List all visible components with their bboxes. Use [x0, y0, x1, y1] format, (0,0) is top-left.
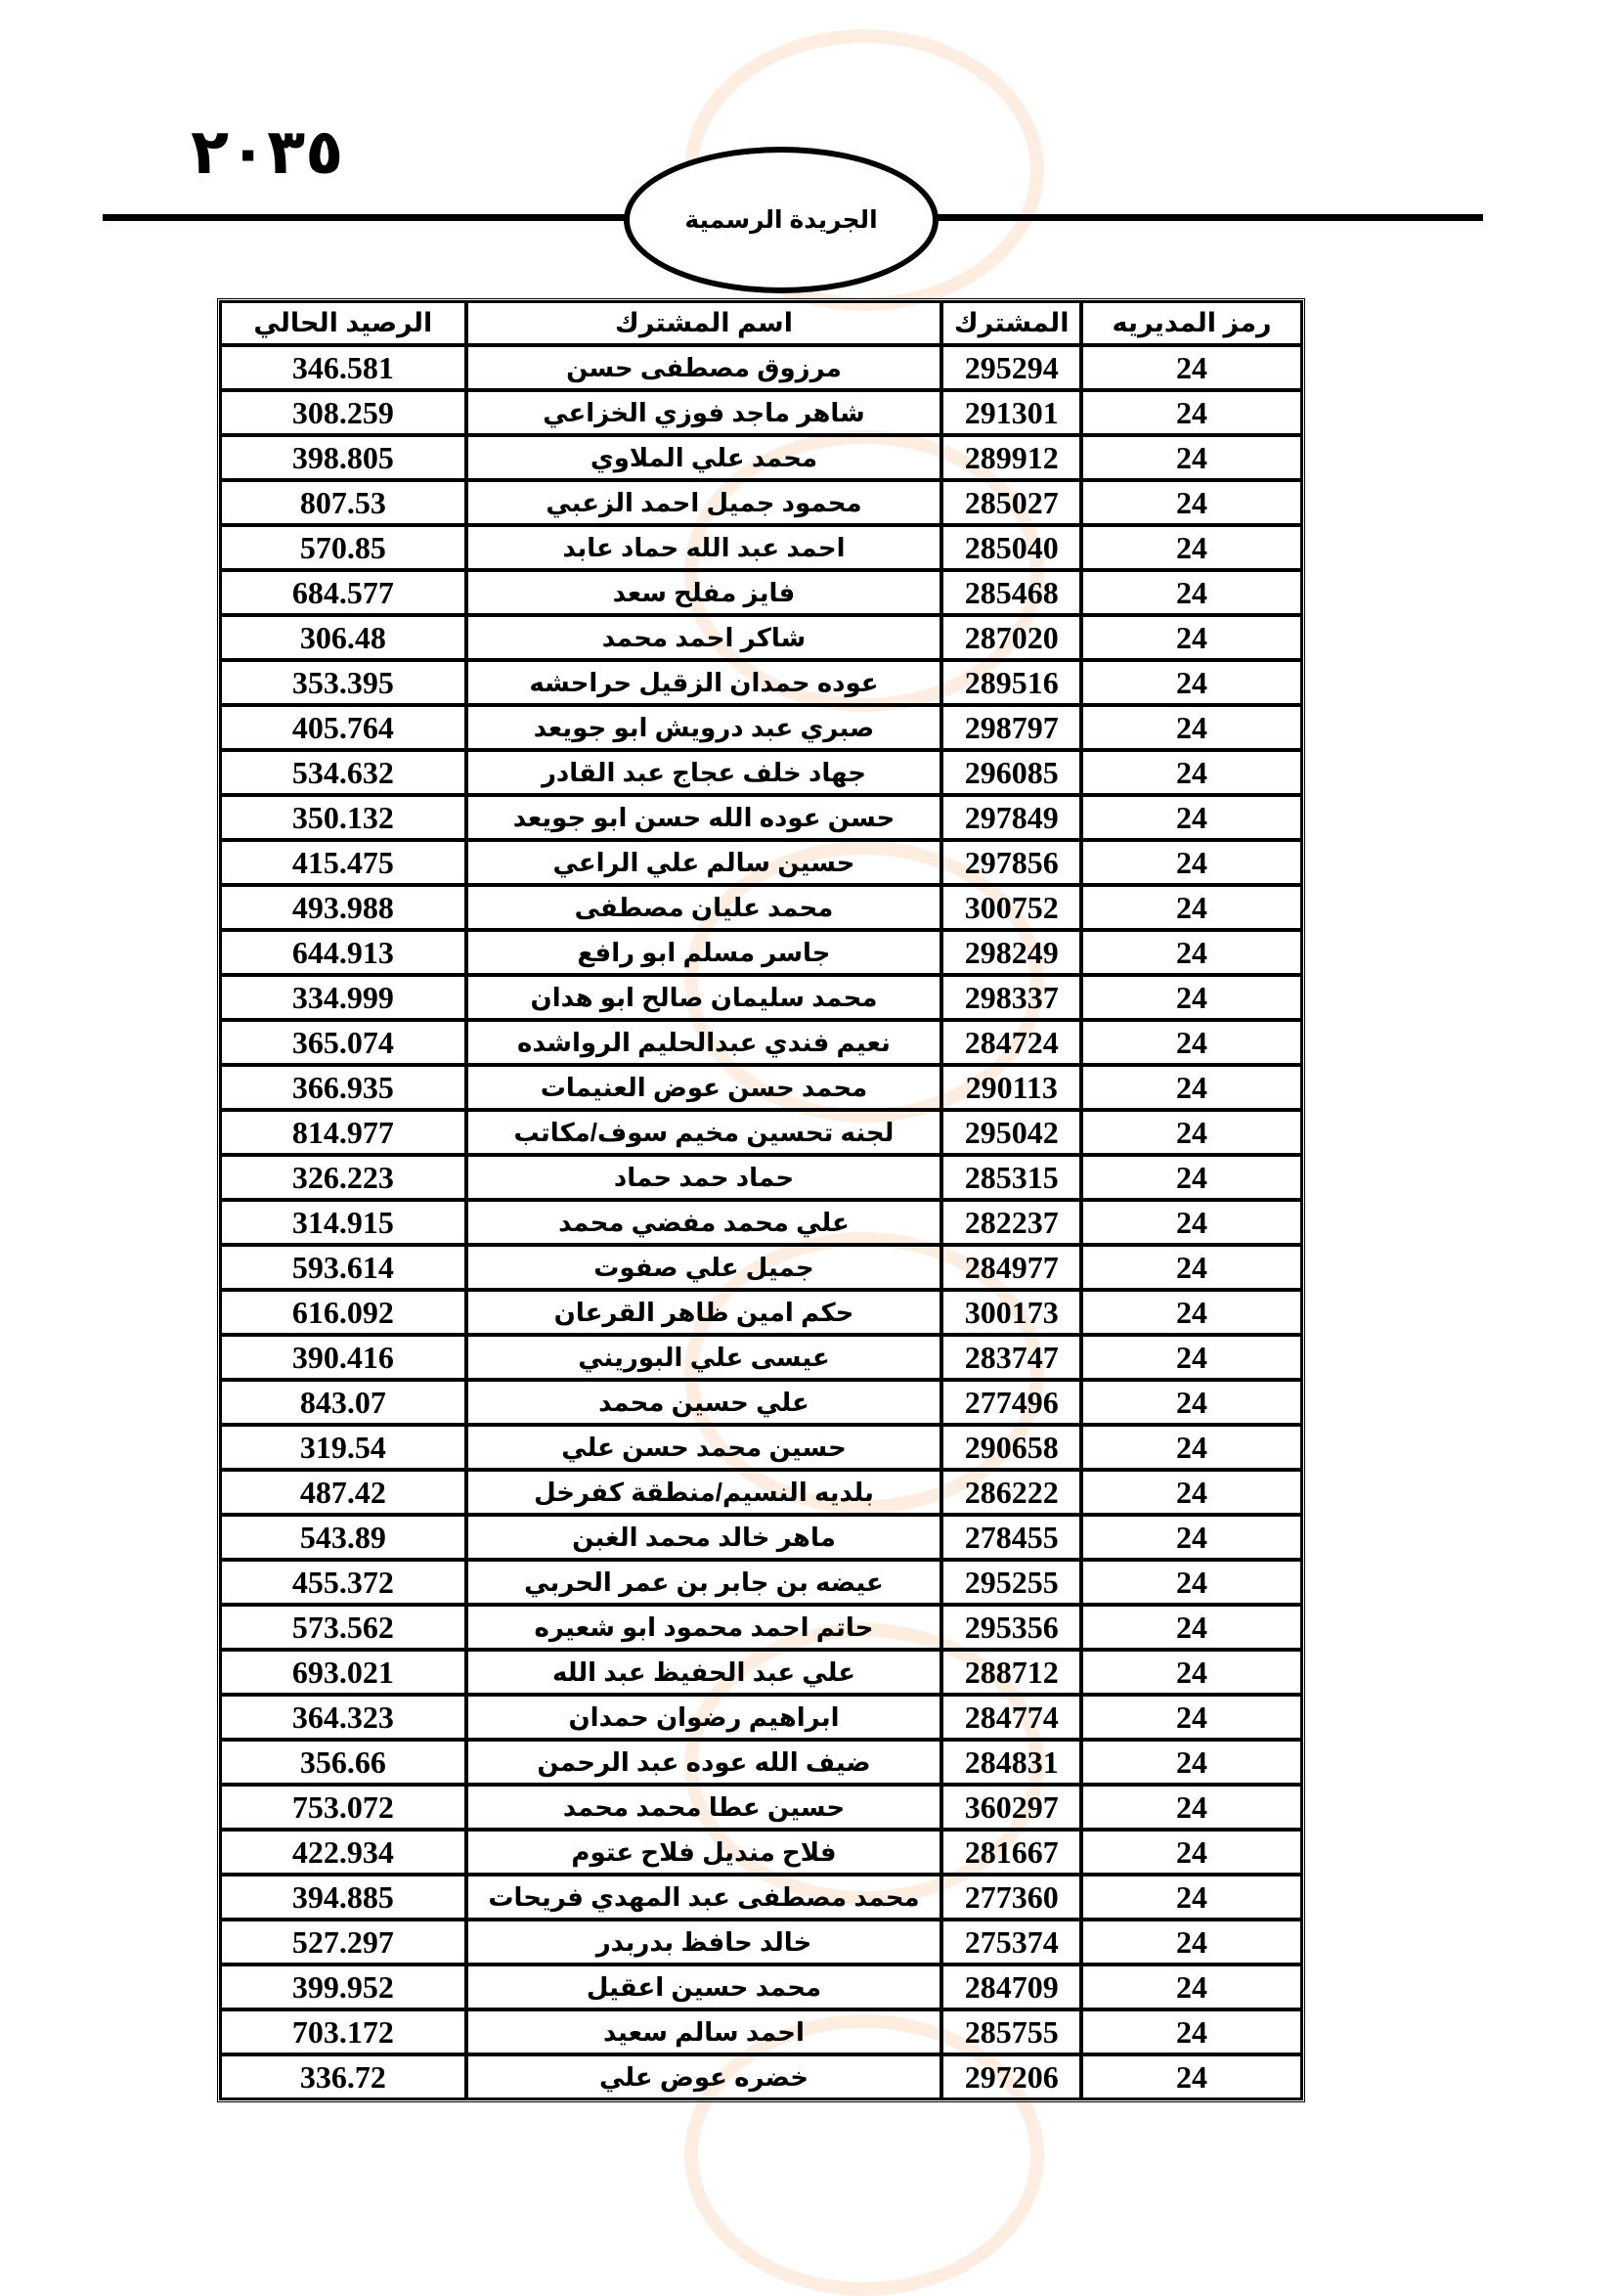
cell-code: 24: [1081, 840, 1302, 885]
cell-id: 295255: [941, 1560, 1081, 1605]
table-row: [220, 1920, 1302, 1965]
cell-id: 285755: [941, 2009, 1081, 2054]
cell-id: 296085: [941, 750, 1081, 795]
cell-name: عوده حمدان الزقيل حراحشه: [466, 660, 942, 705]
cell-balance: 319.54: [220, 1425, 466, 1470]
table-row: [220, 1065, 1302, 1110]
cell-name: حماد حمد حماد: [466, 1155, 942, 1200]
cell-id: 275374: [941, 1920, 1081, 1965]
cell-code: 24: [1081, 1065, 1302, 1110]
cell-balance: 366.935: [220, 1065, 466, 1110]
cell-balance: 527.297: [220, 1920, 466, 1965]
cell-id: 297206: [941, 2054, 1081, 2099]
table-row: [220, 1155, 1302, 1200]
cell-id: 284774: [941, 1695, 1081, 1740]
cell-balance: 306.48: [220, 615, 466, 660]
table-row: [220, 660, 1302, 705]
cell-id: 295042: [941, 1110, 1081, 1155]
cell-id: 300752: [941, 885, 1081, 930]
cell-balance: 422.934: [220, 1830, 466, 1875]
cell-code: 24: [1081, 480, 1302, 525]
cell-balance: 573.562: [220, 1605, 466, 1650]
cell-code: 24: [1081, 705, 1302, 750]
cell-name: حسين عطا محمد محمد: [466, 1785, 942, 1830]
subscribers-table: [217, 298, 1305, 2102]
cell-name: محمد سليمان صالح ابو هدان: [466, 975, 942, 1020]
cell-name: محمد علي الملاوي: [466, 435, 942, 480]
cell-code: 24: [1081, 1110, 1302, 1155]
column-header-code: رمز المديريه: [1081, 301, 1302, 345]
cell-balance: 356.66: [220, 1740, 466, 1785]
cell-name: جميل علي صفوت: [466, 1245, 942, 1290]
cell-name: حسين سالم علي الراعي: [466, 840, 942, 885]
cell-name: لجنه تحسين مخيم سوف/مكاتب: [466, 1110, 942, 1155]
table-row: [220, 1875, 1302, 1920]
cell-balance: 308.259: [220, 390, 466, 435]
cell-name: محمود جميل احمد الزعبي: [466, 480, 942, 525]
cell-code: 24: [1081, 795, 1302, 840]
cell-balance: 616.092: [220, 1290, 466, 1335]
cell-code: 24: [1081, 2009, 1302, 2054]
table-row: [220, 615, 1302, 660]
cell-balance: 398.805: [220, 435, 466, 480]
cell-name: شاهر ماجد فوزي الخزاعي: [466, 390, 942, 435]
cell-balance: 807.53: [220, 480, 466, 525]
cell-id: 297856: [941, 840, 1081, 885]
cell-code: 24: [1081, 435, 1302, 480]
cell-id: 289516: [941, 660, 1081, 705]
cell-code: 24: [1081, 1875, 1302, 1920]
cell-balance: 534.632: [220, 750, 466, 795]
cell-name: خالد حافظ بدربدر: [466, 1920, 942, 1965]
cell-balance: 814.977: [220, 1110, 466, 1155]
table-row: [220, 480, 1302, 525]
cell-code: 24: [1081, 885, 1302, 930]
table-row: [220, 1245, 1302, 1290]
cell-id: 277360: [941, 1875, 1081, 1920]
cell-name: حكم امين ظاهر القرعان: [466, 1290, 942, 1335]
table-row: [220, 1200, 1302, 1245]
cell-id: 289912: [941, 435, 1081, 480]
cell-code: 24: [1081, 1290, 1302, 1335]
table-row: [220, 1560, 1302, 1605]
table-row: [220, 570, 1302, 615]
table-header-row: [220, 301, 1302, 345]
cell-id: 284724: [941, 1020, 1081, 1065]
cell-id: 281667: [941, 1830, 1081, 1875]
cell-code: 24: [1081, 660, 1302, 705]
cell-id: 295294: [941, 345, 1081, 390]
table-row: [220, 2054, 1302, 2099]
cell-code: 24: [1081, 1605, 1302, 1650]
cell-id: 290658: [941, 1425, 1081, 1470]
cell-name: مرزوق مصطفى حسن: [466, 345, 942, 390]
table-row: [220, 705, 1302, 750]
cell-id: 297849: [941, 795, 1081, 840]
table-row: [220, 1425, 1302, 1470]
cell-name: ضيف الله عوده عبد الرحمن: [466, 1740, 942, 1785]
cell-name: عيسى علي البوريني: [466, 1335, 942, 1380]
cell-name: صبري عبد درويش ابو جويعد: [466, 705, 942, 750]
table-row: [220, 975, 1302, 1020]
cell-code: 24: [1081, 615, 1302, 660]
cell-code: 24: [1081, 1155, 1302, 1200]
table-row: [220, 1830, 1302, 1875]
table-row: [220, 885, 1302, 930]
cell-balance: 415.475: [220, 840, 466, 885]
table-row: [220, 1515, 1302, 1560]
cell-name: محمد حسن عوض العنيمات: [466, 1065, 942, 1110]
cell-name: حسين محمد حسن علي: [466, 1425, 942, 1470]
table-row: [220, 1965, 1302, 2009]
cell-code: 24: [1081, 390, 1302, 435]
table-row: [220, 1335, 1302, 1380]
gazette-emblem: [624, 147, 939, 293]
table-row: [220, 1470, 1302, 1515]
table-row: [220, 345, 1302, 390]
cell-balance: 390.416: [220, 1335, 466, 1380]
cell-balance: 570.85: [220, 525, 466, 570]
gazette-title: الجريدة الرسمية: [684, 206, 878, 234]
cell-balance: 843.07: [220, 1380, 466, 1425]
cell-balance: 684.577: [220, 570, 466, 615]
table-row: [220, 1695, 1302, 1740]
cell-id: 295356: [941, 1605, 1081, 1650]
table-row: [220, 795, 1302, 840]
cell-id: 284831: [941, 1740, 1081, 1785]
cell-code: 24: [1081, 1965, 1302, 2009]
cell-code: 24: [1081, 1380, 1302, 1425]
cell-name: فلاح منديل فلاح عتوم: [466, 1830, 942, 1875]
cell-balance: 753.072: [220, 1785, 466, 1830]
cell-balance: 493.988: [220, 885, 466, 930]
table-row: [220, 930, 1302, 975]
table-row: [220, 390, 1302, 435]
table-row: [220, 1605, 1302, 1650]
cell-code: 24: [1081, 1695, 1302, 1740]
cell-code: 24: [1081, 1785, 1302, 1830]
cell-id: 277496: [941, 1380, 1081, 1425]
table-row: [220, 1650, 1302, 1695]
cell-code: 24: [1081, 1740, 1302, 1785]
cell-balance: 455.372: [220, 1560, 466, 1605]
cell-balance: 399.952: [220, 1965, 466, 2009]
cell-name: حاتم احمد محمود ابو شعيره: [466, 1605, 942, 1650]
cell-id: 282237: [941, 1200, 1081, 1245]
table-row: [220, 2009, 1302, 2054]
table-row: [220, 1380, 1302, 1425]
cell-id: 286222: [941, 1470, 1081, 1515]
cell-balance: 703.172: [220, 2009, 466, 2054]
cell-name: محمد مصطفى عبد المهدي فريحات: [466, 1875, 942, 1920]
table-row: [220, 435, 1302, 480]
cell-balance: 543.89: [220, 1515, 466, 1560]
table-row: [220, 1740, 1302, 1785]
cell-balance: 394.885: [220, 1875, 466, 1920]
cell-code: 24: [1081, 1425, 1302, 1470]
cell-name: نعيم فندي عبدالحليم الرواشده: [466, 1020, 942, 1065]
page-number: ٢٠٣٥: [191, 116, 344, 187]
cell-code: 24: [1081, 1200, 1302, 1245]
table-row: [220, 750, 1302, 795]
cell-balance: 336.72: [220, 2054, 466, 2099]
cell-name: ابراهيم رضوان حمدان: [466, 1695, 942, 1740]
cell-id: 290113: [941, 1065, 1081, 1110]
cell-code: 24: [1081, 1830, 1302, 1875]
column-header-id: المشترك: [941, 301, 1081, 345]
cell-balance: 326.223: [220, 1155, 466, 1200]
cell-code: 24: [1081, 1020, 1302, 1065]
cell-code: 24: [1081, 1920, 1302, 1965]
cell-balance: 364.323: [220, 1695, 466, 1740]
cell-id: 284977: [941, 1245, 1081, 1290]
cell-code: 24: [1081, 2054, 1302, 2099]
cell-balance: 314.915: [220, 1200, 466, 1245]
cell-name: ماهر خالد محمد الغبن: [466, 1515, 942, 1560]
cell-code: 24: [1081, 1470, 1302, 1515]
cell-id: 285315: [941, 1155, 1081, 1200]
column-header-balance: الرصيد الحالي: [220, 301, 466, 345]
cell-name: جاسر مسلم ابو رافع: [466, 930, 942, 975]
cell-balance: 693.021: [220, 1650, 466, 1695]
table-row: [220, 1785, 1302, 1830]
cell-id: 283747: [941, 1335, 1081, 1380]
cell-id: 284709: [941, 1965, 1081, 2009]
cell-name: شاكر احمد محمد: [466, 615, 942, 660]
cell-code: 24: [1081, 930, 1302, 975]
cell-id: 285468: [941, 570, 1081, 615]
cell-id: 298337: [941, 975, 1081, 1020]
cell-id: 285027: [941, 480, 1081, 525]
cell-balance: 334.999: [220, 975, 466, 1020]
cell-name: فايز مفلح سعد: [466, 570, 942, 615]
cell-name: جهاد خلف عجاج عبد القادر: [466, 750, 942, 795]
cell-id: 288712: [941, 1650, 1081, 1695]
table-row: [220, 840, 1302, 885]
cell-balance: 353.395: [220, 660, 466, 705]
cell-code: 24: [1081, 345, 1302, 390]
table-row: [220, 525, 1302, 570]
cell-balance: 365.074: [220, 1020, 466, 1065]
cell-name: احمد عبد الله حماد عابد: [466, 525, 942, 570]
cell-id: 285040: [941, 525, 1081, 570]
cell-id: 300173: [941, 1290, 1081, 1335]
cell-balance: 644.913: [220, 930, 466, 975]
cell-name: علي حسين محمد: [466, 1380, 942, 1425]
cell-balance: 405.764: [220, 705, 466, 750]
cell-name: عيضه بن جابر بن عمر الحربي: [466, 1560, 942, 1605]
cell-balance: 487.42: [220, 1470, 466, 1515]
cell-name: بلديه النسيم/منطقة كفرخل: [466, 1470, 942, 1515]
cell-code: 24: [1081, 975, 1302, 1020]
column-header-name: اسم المشترك: [466, 301, 942, 345]
cell-name: علي عبد الحفيظ عبد الله: [466, 1650, 942, 1695]
cell-id: 298797: [941, 705, 1081, 750]
table-row: [220, 1020, 1302, 1065]
cell-name: خضره عوض علي: [466, 2054, 942, 2099]
cell-id: 287020: [941, 615, 1081, 660]
cell-code: 24: [1081, 570, 1302, 615]
cell-id: 298249: [941, 930, 1081, 975]
cell-id: 278455: [941, 1515, 1081, 1560]
cell-name: حسن عوده الله حسن ابو جويعد: [466, 795, 942, 840]
cell-balance: 346.581: [220, 345, 466, 390]
cell-balance: 350.132: [220, 795, 466, 840]
cell-name: محمد عليان مصطفى: [466, 885, 942, 930]
cell-code: 24: [1081, 1650, 1302, 1695]
cell-id: 291301: [941, 390, 1081, 435]
cell-name: محمد حسين اعقيل: [466, 1965, 942, 2009]
cell-code: 24: [1081, 1335, 1302, 1380]
cell-code: 24: [1081, 525, 1302, 570]
table-row: [220, 1110, 1302, 1155]
cell-code: 24: [1081, 1245, 1302, 1290]
cell-id: 360297: [941, 1785, 1081, 1830]
cell-code: 24: [1081, 1560, 1302, 1605]
cell-balance: 593.614: [220, 1245, 466, 1290]
cell-code: 24: [1081, 750, 1302, 795]
cell-code: 24: [1081, 1515, 1302, 1560]
cell-name: علي محمد مفضي محمد: [466, 1200, 942, 1245]
cell-name: احمد سالم سعيد: [466, 2009, 942, 2054]
table-row: [220, 1290, 1302, 1335]
